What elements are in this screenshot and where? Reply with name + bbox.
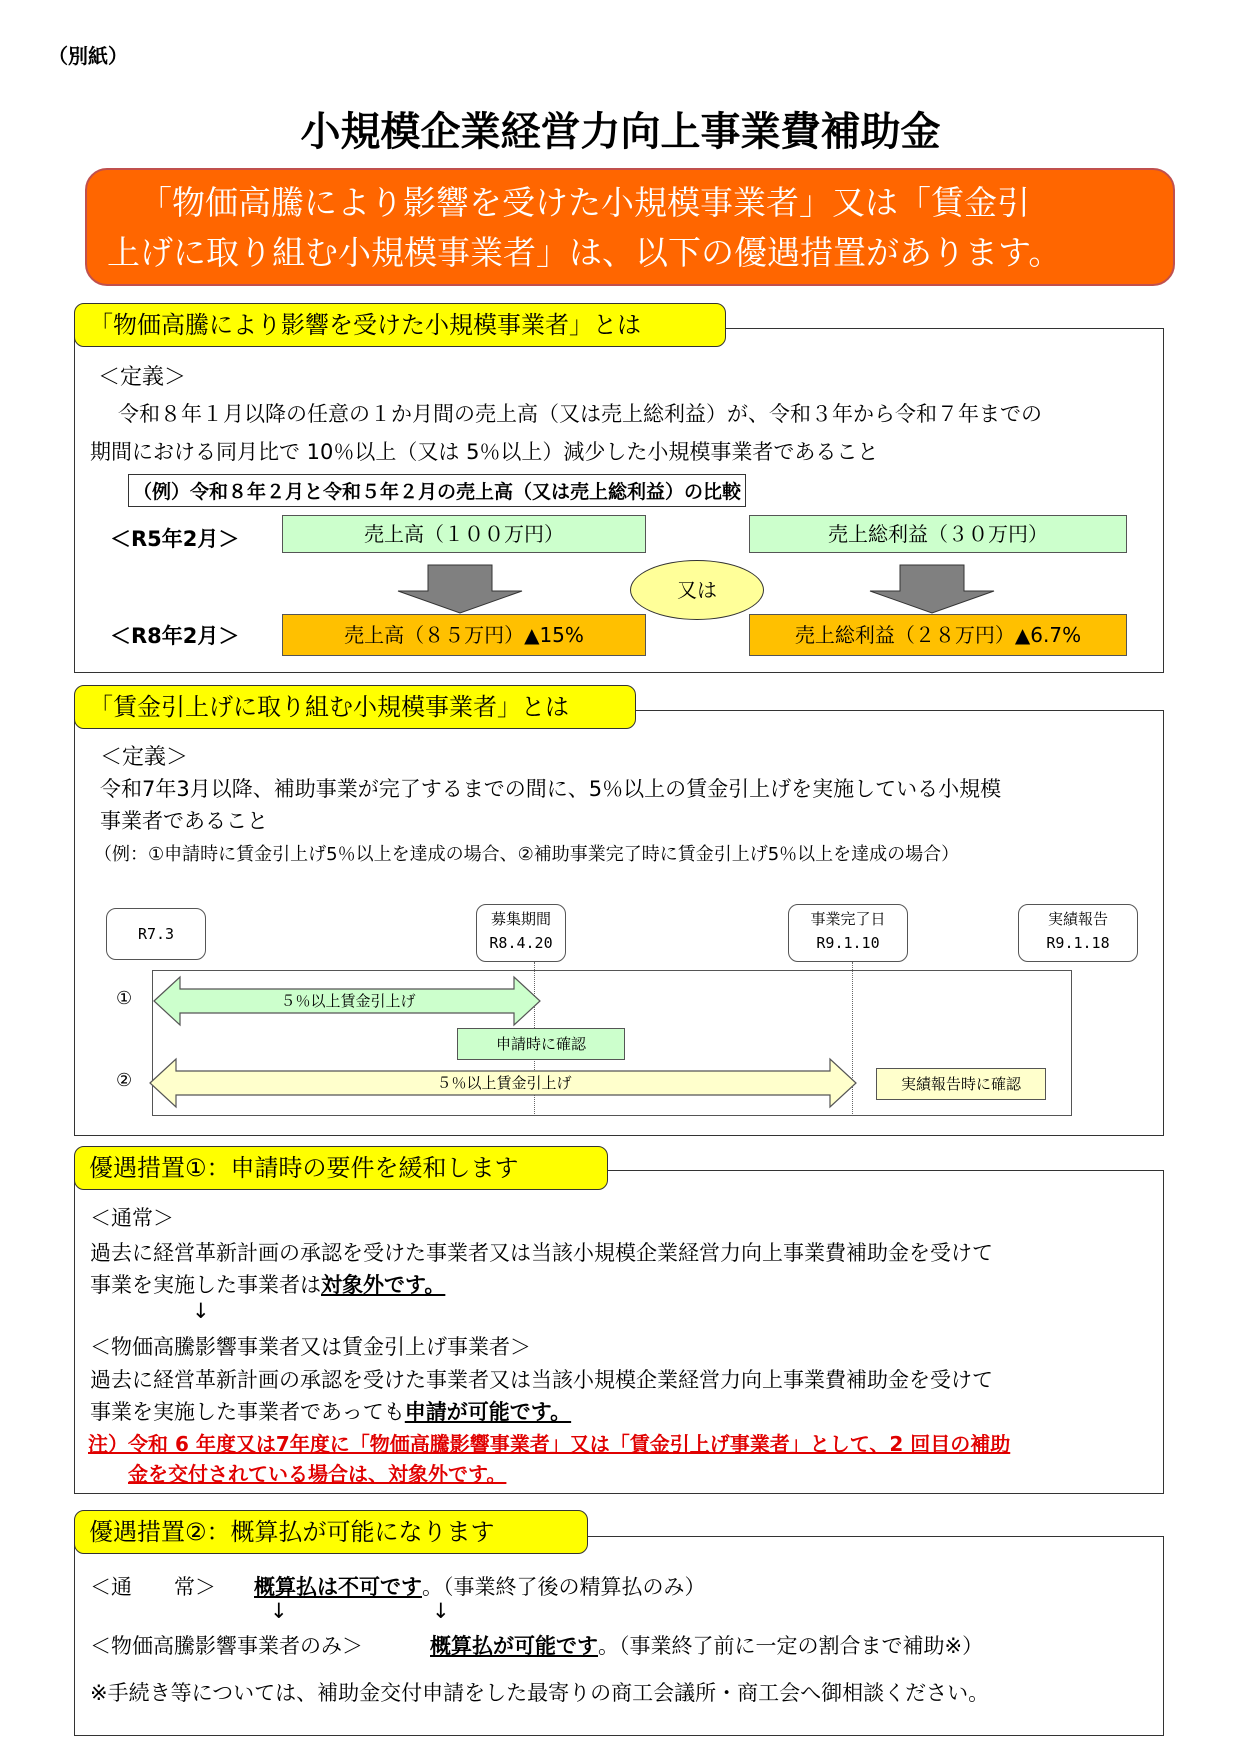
arrow-2-label: ５％以上賃金引上げ xyxy=(436,1074,572,1092)
milestone-report xyxy=(1018,904,1138,962)
banner xyxy=(85,168,1175,286)
page-title: 小規模企業経営力向上事業費補助金 xyxy=(300,109,941,155)
check-at-application: 申請時に確認 xyxy=(457,1028,625,1060)
r5-label: ＜R5年2月＞ xyxy=(110,527,240,551)
sales-before-box: 売上高（１００万円） xyxy=(282,515,646,553)
down-arrow-icon xyxy=(390,563,530,615)
normal-line xyxy=(90,1269,445,1299)
milestone-application xyxy=(476,904,566,962)
check-at-report: 実績報告時に確認 xyxy=(876,1068,1046,1100)
down-arrow-icon: ↓ xyxy=(270,1599,288,1623)
normal-payment xyxy=(254,1571,706,1601)
or-ellipse: 又は xyxy=(630,560,764,620)
gross-profit-before-box: 売上総利益（３０万円） xyxy=(749,515,1127,553)
normal-line-text: 事業を実施した事業者は xyxy=(90,1273,321,1297)
section-price-impact-tab: 「物価高騰により影響を受けた小規模事業者」とは xyxy=(74,303,726,347)
special-line: 過去に経営革新計画の承認を受けた事業者又は当該小規模企業経営力向上事業費補助金を受けて xyxy=(90,1368,993,1392)
special-payment xyxy=(430,1630,983,1660)
milestone-date: R9.1.18 xyxy=(1046,934,1110,952)
sales-after-box: 売上高（８５万円）▲15% xyxy=(282,614,646,656)
special-label: ＜物価高騰影響事業者のみ＞ xyxy=(90,1634,363,1658)
milestone-r7-3: R7.3 xyxy=(106,908,206,960)
note-line: 金を交付されている場合は、対象外です。 xyxy=(128,1462,507,1486)
section-estimated-payment-tab: 優遇措置②：概算払が可能になります xyxy=(74,1510,588,1554)
down-arrow-icon: ↓ xyxy=(192,1299,210,1323)
special-label: ＜物価高騰影響事業者又は賃金引上げ事業者＞ xyxy=(90,1335,531,1359)
definition-line: 事業者であること xyxy=(100,809,268,833)
eligible-text: 申請が可能です。 xyxy=(404,1400,572,1424)
banner-line-2: 上げに取り組む小規模事業者」は、以下の優遇措置があります。 xyxy=(107,233,1062,272)
case-1-label: ① xyxy=(116,988,133,1009)
document-tag: （別紙） xyxy=(48,44,128,68)
not-eligible-text: 対象外です。 xyxy=(321,1273,446,1297)
section-wage-increase-tab: 「賃金引上げに取り組む小規模事業者」とは xyxy=(74,685,636,729)
milestone-label: 実績報告 xyxy=(1047,910,1108,928)
milestone-completion xyxy=(788,904,908,962)
definition-line: 期間における同月比で 10％以上（又は 5％以上）減少した小規模事業者であること xyxy=(90,440,879,464)
milestone-label: 事業完了日 xyxy=(810,910,886,928)
not-allowed-text: 概算払は不可です xyxy=(254,1575,422,1599)
milestone-date: R8.4.20 xyxy=(489,934,553,952)
allowed-text: 概算払が可能です xyxy=(430,1634,598,1658)
r8-label: ＜R8年2月＞ xyxy=(110,624,240,648)
normal-label: ＜通 常＞ xyxy=(90,1575,216,1599)
milestone-date: R9.1.10 xyxy=(816,934,880,952)
special-line-text: 事業を実施した事業者であっても xyxy=(90,1400,405,1424)
down-arrow-icon xyxy=(862,563,1002,615)
milestone-label: 募集期間 xyxy=(490,910,551,928)
down-arrow-icon: ↓ xyxy=(432,1599,450,1623)
footnote: ※手続き等については、補助金交付申請をした最寄りの商工会議所・商工会へ御相談ください。 xyxy=(90,1681,990,1705)
example-heading: （例）令和８年２月と令和５年２月の売上高（又は売上総利益）の比較 xyxy=(128,474,746,507)
gross-profit-after-box: 売上総利益（２８万円）▲6.7% xyxy=(749,614,1127,656)
case-2-label: ② xyxy=(116,1070,133,1091)
note-line: 注）令和 6 年度又は7年度に「物価高騰影響事業者」又は「賃金引上げ事業者」として、2 回目の補助 xyxy=(88,1432,1011,1456)
definition-label: ＜定義＞ xyxy=(100,745,189,770)
example-text: （例：①申請時に賃金引上げ5％以上を達成の場合、②補助事業完了時に賃金引上げ5％以上を達成の場合） xyxy=(94,844,960,865)
definition-label: ＜定義＞ xyxy=(98,365,187,390)
special-line xyxy=(90,1396,571,1426)
normal-payment-note: 。（事業終了後の精算払のみ） xyxy=(422,1575,706,1599)
special-payment-note: 。（事業終了前に一定の割合まで補助※） xyxy=(598,1634,984,1658)
normal-label: ＜通常＞ xyxy=(90,1206,174,1230)
arrow-1-label: ５％以上賃金引上げ xyxy=(280,992,416,1010)
definition-line: 令和7年3月以降、補助事業が完了するまでの間に、5％以上の賃金引上げを実施している小規模 xyxy=(100,777,1002,801)
banner-line-1: 「物価高騰により影響を受けた小規模事業者」又は「賃金引 xyxy=(139,183,1030,222)
definition-line: 令和８年１月以降の任意の１か月間の売上高（又は売上総利益）が、令和３年から令和７年までの xyxy=(118,402,1042,426)
normal-line: 過去に経営革新計画の承認を受けた事業者又は当該小規模企業経営力向上事業費補助金を受けて xyxy=(90,1241,993,1265)
section-relaxed-requirements-tab: 優遇措置①：申請時の要件を緩和します xyxy=(74,1146,608,1190)
